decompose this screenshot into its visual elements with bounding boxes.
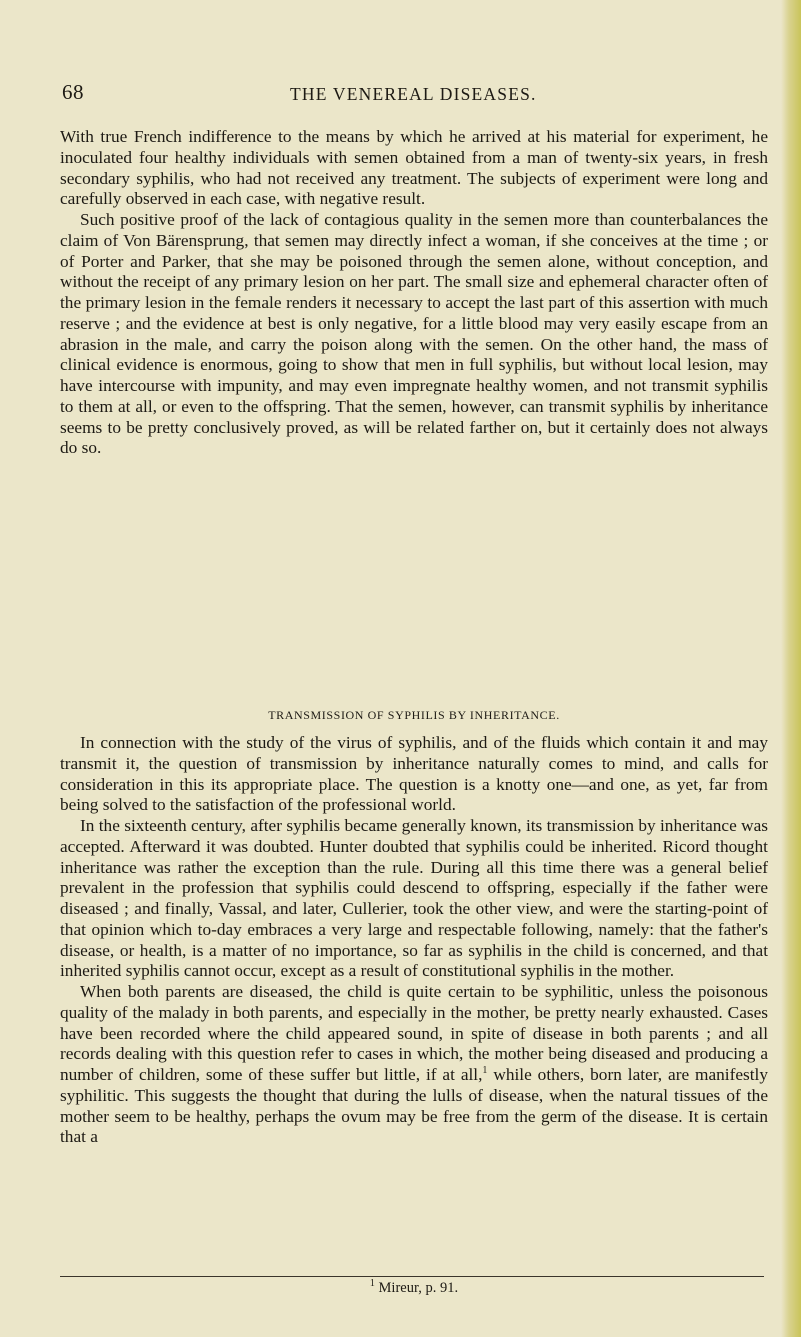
paragraph-text: When both parents are diseased, the child is quite certain to be syphilitic, unless the poisonous quality of the malady in both parents, and especially in the mother, be pretty nearly exhausted. Cases have been recorded where the child appeared sound, in spite of disease in both parents ; and all records dealing with this question refer to cases in which, the mother being diseased and producing a number of children, some of these suffer but little, if at all, (60, 982, 768, 1084)
paragraph-text: while others, born later, are manifestly syphilitic. This suggests the thought that during the lulls of disease, when the natural tissues of the mother seem to be healthy, perhaps the ovum may be free from the germ of the disease. It is certain that a (60, 1065, 768, 1147)
section-body (60, 733, 768, 1148)
footnote-ref[interactable]: 1 (482, 1065, 488, 1077)
body-text (60, 127, 768, 459)
running-head: THE VENEREAL DISEASES. (290, 84, 537, 104)
section-heading: TRANSMISSION OF SYPHILIS BY INHERITANCE. (268, 708, 560, 722)
paragraph: In the sixteenth century, after syphilis became generally known, its transmission by inheritance was accepted. Afterward it was doubted. Hunter doubted that syphilis could be inherited. Ricord thought inheritance was rather the exception than the rule. During all this time there was a general belief prevalent in the profession that syphilis could descend to offspring, especially if the father were diseased ; and finally, Vassal, and later, Cullerier, took the other view, and were the starting-point of that opinion which to-day embraces a very large and respectable following, namely: that the father's disease, or health, is a matter of no importance, so far as syphilis in the child is concerned, and that inherited syphilis cannot occur, except as a result of constitutional syphilis in the mother. (60, 816, 768, 981)
footnote-text: Mireur, p. 91. (374, 1280, 459, 1296)
footnote-marker: 1 (369, 1278, 375, 1290)
paragraph (60, 982, 768, 1148)
paragraph: In connection with the study of the virus of syphilis, and of the fluids which contain it and may transmit it, the question of transmission by inheritance naturally comes to mind, and calls for consideration in this its appropriate place. The question is a knotty one—and one, as yet, far from being solved to the satisfaction of the professional world. (60, 733, 768, 815)
footnote-rule (60, 1276, 764, 1277)
footnote (60, 1280, 768, 1297)
page-edge (781, 0, 801, 1337)
paragraph: With true French indifference to the means by which he arrived at his material for experiment, he inoculated four healthy individuals with semen obtained from a man of twenty-six years, in fresh secondary syphilis, who had not received any treatment. The subjects of experiment were long and carefully observed in each case, with negative result. (60, 127, 768, 209)
paragraph: Such positive proof of the lack of contagious quality in the semen more than counterbalances the claim of Von Bärensprung, that semen may directly infect a woman, if she conceives at the time ; or of Porter and Parker, that she may be poisoned through the semen alone, without conception, and without the receipt of any primary lesion on her part. The small size and ephemeral character often of the primary lesion in the female renders it necessary to accept the last part of this assertion with much reserve ; and the evidence at best is only negative, for a little blood may very easily escape from an abrasion in the male, and carry the poison along with the semen. On the other hand, the mass of clinical evidence is enormous, going to show that men in full syphilis, but without local lesion, may have intercourse with impunity, and may even impregnate healthy women, and not transmit syphilis to them at all, or even to the offspring. That the semen, however, can transmit syphilis by inheritance seems to be pretty conclusively proved, as will be related farther on, but it certainly does not always do so. (60, 210, 768, 458)
page-number: 68 (62, 80, 84, 104)
